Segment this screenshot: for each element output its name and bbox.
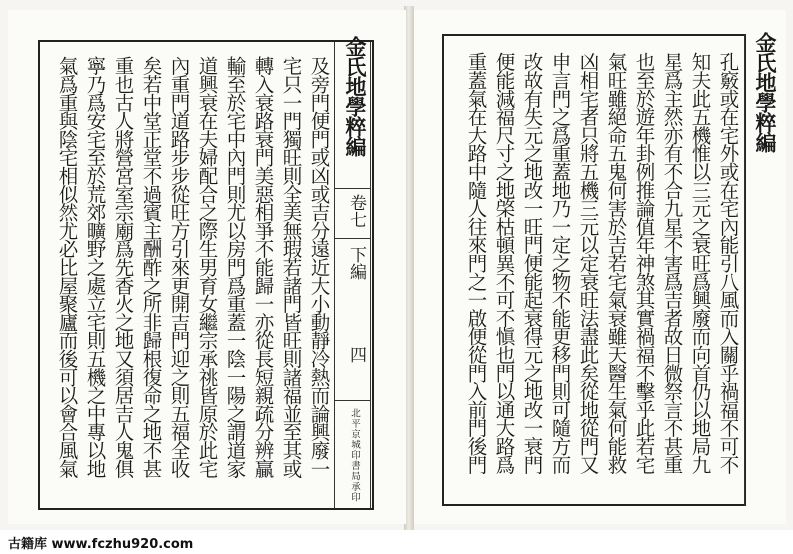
left-margin-section: 下編 bbox=[346, 246, 366, 280]
left-column-7: 矣若中堂正堂不過賓主酬酢之所非歸根復命之地不甚 bbox=[139, 56, 163, 477]
right-column-9: 便能減福尺寸之地棨枯頓異不可不愼也門以通大路爲 bbox=[492, 52, 516, 473]
site-watermark[interactable]: 古籍库 www.fczhu920.com bbox=[8, 537, 194, 552]
page-number: 四 bbox=[346, 346, 366, 363]
right-margin-rule bbox=[744, 34, 745, 506]
left-column-1: 及旁門便門或凶或吉分遠近大小動靜冷熱而論興廢一 bbox=[307, 56, 331, 477]
left-column-4: 輸至於宅中內門則尤以房門爲重蓋一陰一陽之謂道家 bbox=[223, 56, 247, 477]
right-page bbox=[414, 10, 786, 524]
left-column-6: 內重門道路步步從旺方引來更開吉門迎之則五福全收 bbox=[167, 56, 191, 477]
right-column-5: 氣旺雖絕命五鬼何害於吉若宅氣衰雖天醫生氣何能救 bbox=[604, 52, 628, 473]
right-column-2: 知夫此五機惟以三元之衰旺爲興廢而向首仍以地局九 bbox=[688, 52, 712, 473]
left-column-5: 道興衰在夫婦配合之際生男育女繼宗承祧皆原於此宅 bbox=[195, 56, 219, 477]
left-margin-divider-3 bbox=[335, 400, 371, 401]
right-column-8: 改故有失元之地改一旺門便能起衰得元之地改一衰門 bbox=[520, 52, 544, 473]
left-margin-volume: 卷七 bbox=[346, 194, 366, 228]
left-column-9: 寧乃爲安宅至於荒郊曠野之處立宅則五機之中專以地 bbox=[83, 56, 107, 477]
left-column-8: 重也古人將營宮室宗廟爲先香火之地又須居吉人鬼俱 bbox=[111, 56, 135, 477]
right-column-4: 也至於遊年卦例推論值年神煞其實禍福不擊乎此若宅 bbox=[632, 52, 656, 473]
left-margin-rule-1 bbox=[334, 42, 335, 508]
right-column-3: 星爲主然亦有不合九星不害爲吉者故日微祭言不甚重 bbox=[660, 52, 684, 473]
right-column-10: 重蓋氣在大路中隨人往來門之一啟便從門入前門後門 bbox=[464, 52, 488, 473]
left-margin-title: 金氏地學粹編 bbox=[343, 36, 368, 156]
publisher-imprint: 北平京城印書局承印 bbox=[349, 408, 360, 503]
left-margin-rule-2 bbox=[370, 42, 371, 508]
left-page bbox=[8, 10, 406, 524]
right-column-6: 凶相宅者只將五機三元以定衰旺法盡此矣從地從門又 bbox=[576, 52, 600, 473]
right-column-1: 孔竅或在宅外或在宅內能引八風而入關乎禍福不可不 bbox=[716, 52, 740, 473]
left-margin-divider-1 bbox=[335, 188, 371, 189]
right-column-7: 申言門之爲重蓋地乃一定之物不能更移門則可隨方而 bbox=[548, 52, 572, 473]
left-column-10: 氣爲重與陰宅相似然尤必比屋聚廬而後可以會合風氣 bbox=[55, 56, 79, 477]
right-margin-title: 金氏地學粹編 bbox=[753, 32, 778, 152]
watermark-bar bbox=[0, 530, 793, 554]
left-column-3: 轉入衰路衰門美惡相爭不能歸一亦從長短親疏分辨贏 bbox=[251, 56, 275, 477]
left-margin-divider-2 bbox=[335, 238, 371, 239]
left-column-2: 宅只一門獨旺則全美無瑕若諸門皆旺則諸福並至其或 bbox=[279, 56, 303, 477]
